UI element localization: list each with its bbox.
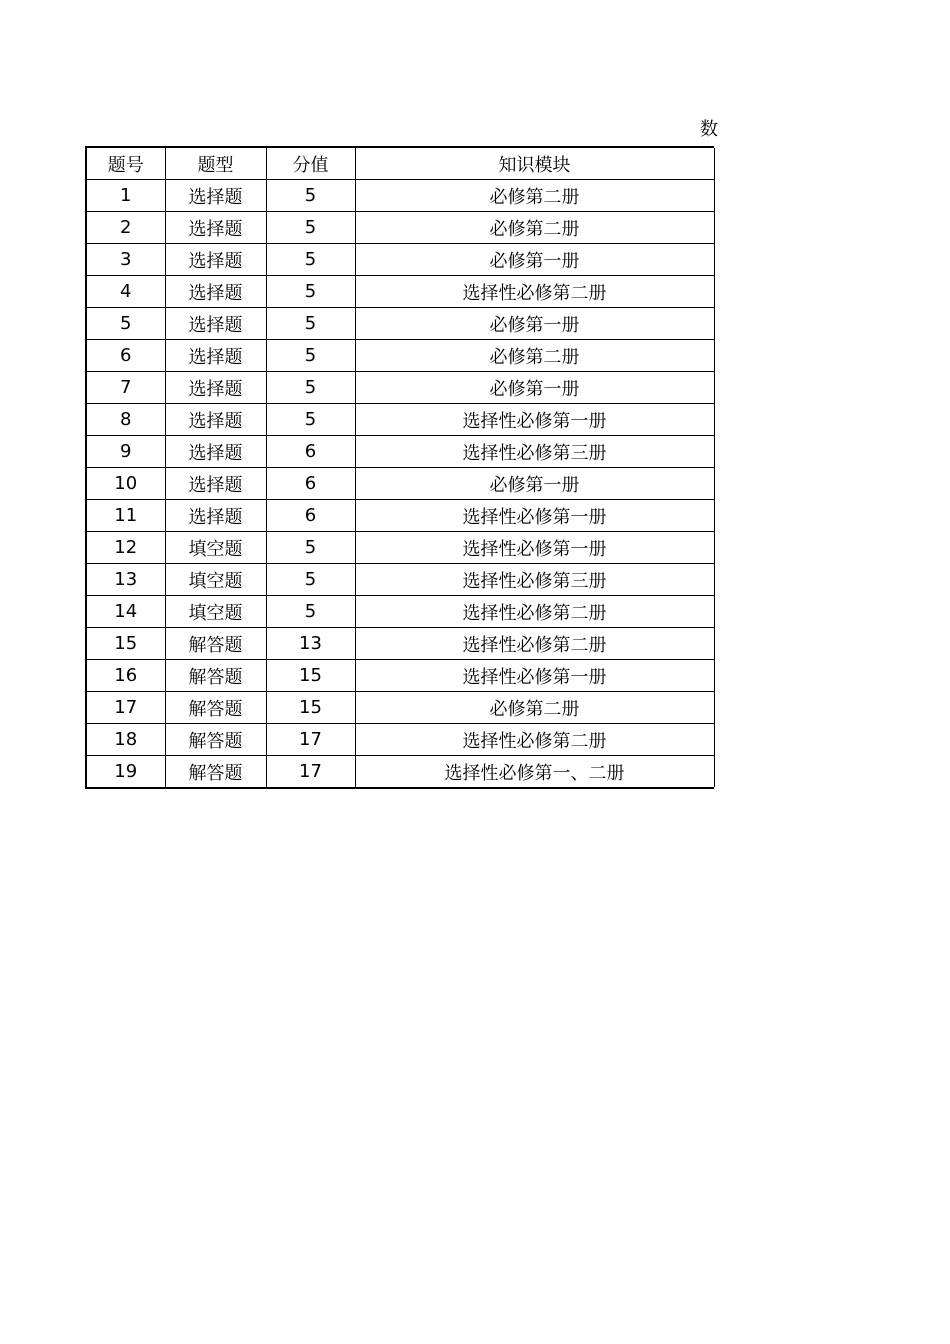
cell-question-type: 选择题 (165, 244, 266, 276)
cell-score: 13 (266, 628, 355, 660)
table-row (87, 244, 714, 276)
cell-question-type: 解答题 (165, 756, 266, 788)
table-row (87, 596, 714, 628)
cell-score: 5 (266, 244, 355, 276)
cell-knowledge-module: 选择性必修第一册 (355, 532, 714, 564)
table-row (87, 500, 714, 532)
cell-score: 5 (266, 532, 355, 564)
cell-question-type: 选择题 (165, 436, 266, 468)
table-row (87, 628, 714, 660)
cell-knowledge-module: 选择性必修第二册 (355, 596, 714, 628)
cell-question-type: 填空题 (165, 596, 266, 628)
cell-question-number: 4 (87, 276, 165, 308)
cell-question-number: 14 (87, 596, 165, 628)
cell-question-number: 19 (87, 756, 165, 788)
cell-question-type: 解答题 (165, 724, 266, 756)
table-body (87, 180, 714, 788)
cell-knowledge-module: 选择性必修第一册 (355, 660, 714, 692)
cell-question-type: 填空题 (165, 532, 266, 564)
cell-knowledge-module: 必修第一册 (355, 244, 714, 276)
cell-knowledge-module: 选择性必修第三册 (355, 564, 714, 596)
table-row (87, 724, 714, 756)
cell-knowledge-module: 必修第一册 (355, 308, 714, 340)
cell-knowledge-module: 必修第一册 (355, 372, 714, 404)
cell-knowledge-module: 必修第二册 (355, 180, 714, 212)
cell-question-type: 选择题 (165, 180, 266, 212)
table-row (87, 564, 714, 596)
cell-question-number: 6 (87, 340, 165, 372)
cell-knowledge-module: 选择性必修第三册 (355, 436, 714, 468)
cell-question-type: 解答题 (165, 628, 266, 660)
cell-question-number: 2 (87, 212, 165, 244)
sheet-title-fragment: 数 (700, 119, 718, 140)
cell-question-number: 7 (87, 372, 165, 404)
table-row (87, 436, 714, 468)
header-row (87, 148, 714, 180)
cell-question-type: 选择题 (165, 500, 266, 532)
table-row (87, 308, 714, 340)
cell-knowledge-module: 必修第二册 (355, 340, 714, 372)
cell-score: 6 (266, 436, 355, 468)
cell-knowledge-module: 选择性必修第一册 (355, 500, 714, 532)
cell-question-number: 12 (87, 532, 165, 564)
cell-question-number: 8 (87, 404, 165, 436)
cell-score: 5 (266, 404, 355, 436)
table-row (87, 468, 714, 500)
header-question-type: 题型 (165, 148, 266, 180)
cell-question-number: 15 (87, 628, 165, 660)
cell-score: 5 (266, 596, 355, 628)
header-score: 分值 (266, 148, 355, 180)
cell-score: 5 (266, 276, 355, 308)
cell-score: 17 (266, 756, 355, 788)
cell-score: 5 (266, 372, 355, 404)
cell-knowledge-module: 选择性必修第二册 (355, 724, 714, 756)
cell-question-number: 10 (87, 468, 165, 500)
cell-score: 15 (266, 692, 355, 724)
cell-question-number: 3 (87, 244, 165, 276)
cell-question-type: 选择题 (165, 340, 266, 372)
cell-question-type: 填空题 (165, 564, 266, 596)
cell-knowledge-module: 选择性必修第一册 (355, 404, 714, 436)
cell-score: 6 (266, 468, 355, 500)
cell-question-type: 选择题 (165, 404, 266, 436)
cell-question-type: 选择题 (165, 212, 266, 244)
cell-knowledge-module: 必修第二册 (355, 212, 714, 244)
cell-score: 5 (266, 340, 355, 372)
cell-question-type: 选择题 (165, 372, 266, 404)
table-row (87, 532, 714, 564)
cell-knowledge-module: 必修第一册 (355, 468, 714, 500)
cell-knowledge-module: 选择性必修第一、二册 (355, 756, 714, 788)
table-row (87, 660, 714, 692)
cell-question-number: 9 (87, 436, 165, 468)
table-row (87, 276, 714, 308)
table-row (87, 404, 714, 436)
cell-question-number: 11 (87, 500, 165, 532)
header-question-number: 题号 (87, 148, 165, 180)
table-row (87, 756, 714, 788)
table-row (87, 692, 714, 724)
cell-question-type: 选择题 (165, 276, 266, 308)
cell-question-type: 解答题 (165, 660, 266, 692)
exam-analysis-table (87, 148, 715, 787)
cell-knowledge-module: 必修第二册 (355, 692, 714, 724)
header-knowledge-module: 知识模块 (355, 148, 714, 180)
cell-score: 5 (266, 308, 355, 340)
cell-score: 17 (266, 724, 355, 756)
cell-knowledge-module: 选择性必修第二册 (355, 628, 714, 660)
cell-score: 5 (266, 564, 355, 596)
cell-question-number: 13 (87, 564, 165, 596)
cell-question-number: 17 (87, 692, 165, 724)
cell-question-type: 选择题 (165, 308, 266, 340)
cell-knowledge-module: 选择性必修第二册 (355, 276, 714, 308)
table-row (87, 212, 714, 244)
cell-score: 6 (266, 500, 355, 532)
cell-question-type: 选择题 (165, 468, 266, 500)
table-row (87, 372, 714, 404)
table-row (87, 340, 714, 372)
cell-question-number: 5 (87, 308, 165, 340)
cell-question-number: 16 (87, 660, 165, 692)
cell-question-number: 18 (87, 724, 165, 756)
cell-score: 15 (266, 660, 355, 692)
cell-question-number: 1 (87, 180, 165, 212)
cell-score: 5 (266, 212, 355, 244)
cell-score: 5 (266, 180, 355, 212)
cell-question-type: 解答题 (165, 692, 266, 724)
table-row (87, 180, 714, 212)
table-header (87, 148, 714, 180)
exam-analysis-sheet (85, 146, 714, 789)
